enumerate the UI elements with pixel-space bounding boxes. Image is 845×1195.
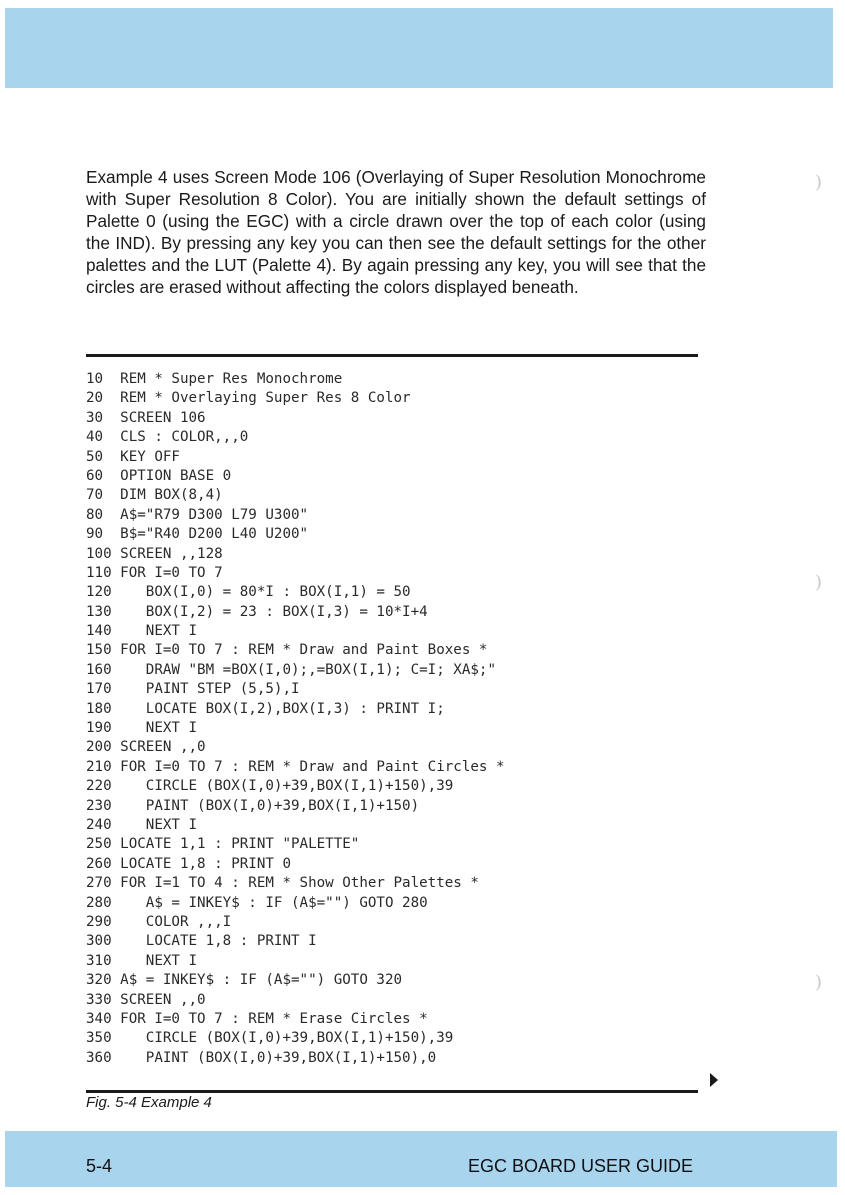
code-line: 290 COLOR ,,,I [86, 913, 232, 930]
margin-mark: ) [815, 572, 823, 593]
margin-mark: ) [815, 972, 823, 993]
code-line: 30 SCREEN 106 [86, 409, 206, 426]
code-line: 170 PAINT STEP (5,5),I [86, 681, 300, 698]
code-line: 110 FOR I=0 TO 7 [86, 564, 223, 581]
code-line: 160 DRAW "BM =BOX(I,0);,=BOX(I,1); C=I; XA$;" [86, 661, 496, 678]
code-line: 40 CLS : COLOR,,,0 [86, 429, 249, 446]
listing-bottom-rule [86, 1090, 698, 1093]
continue-arrow-icon [710, 1073, 718, 1087]
code-line: 250 LOCATE 1,1 : PRINT "PALETTE" [86, 836, 360, 853]
footer-band [5, 1131, 837, 1187]
intro-paragraph: Example 4 uses Screen Mode 106 (Overlaying of Super Resolution Monochrome with Super Resolution 8 Color). You are initially shown the default settings of Palette 0 (using the EGC) with a circle drawn over the top of each color (using the IND). By pressing any key you can then see the default settings for the other palettes and the LUT (Palette 4). By again pressing any key, you will see that the circles are erased without affecting the colors displayed beneath. [86, 167, 706, 297]
code-line: 330 SCREEN ,,0 [86, 991, 206, 1008]
code-line: 140 NEXT I [86, 623, 198, 640]
code-line: 270 FOR I=1 TO 4 : REM * Show Other Palettes * [86, 875, 479, 892]
code-line: 70 DIM BOX(8,4) [86, 487, 223, 504]
code-line: 60 OPTION BASE 0 [86, 467, 232, 484]
code-line: 10 REM * Super Res Monochrome [86, 371, 343, 387]
code-line: 280 A$ = INKEY$ : IF (A$="") GOTO 280 [86, 894, 428, 911]
code-line: 150 FOR I=0 TO 7 : REM * Draw and Paint Boxes * [86, 642, 488, 659]
page-number: 5-4 [86, 1156, 113, 1176]
margin-mark: ) [815, 172, 823, 193]
code-line: 130 BOX(I,2) = 23 : BOX(I,3) = 10*I+4 [86, 603, 428, 620]
code-line: 340 FOR I=0 TO 7 : REM * Erase Circles * [86, 1010, 428, 1027]
header-band [5, 8, 833, 88]
code-line: 50 KEY OFF [86, 448, 180, 465]
code-line: 220 CIRCLE (BOX(I,0)+39,BOX(I,1)+150),39 [86, 778, 454, 795]
code-line: 350 CIRCLE (BOX(I,0)+39,BOX(I,1)+150),39 [86, 1030, 454, 1047]
code-line: 180 LOCATE BOX(I,2),BOX(I,3) : PRINT I; [86, 700, 445, 717]
code-line: 90 B$="R40 D200 L40 U200" [86, 526, 309, 543]
code-line: 320 A$ = INKEY$ : IF (A$="") GOTO 320 [86, 972, 403, 989]
figure-caption: Fig. 5-4 Example 4 [86, 1094, 212, 1111]
code-line: 100 SCREEN ,,128 [86, 545, 223, 562]
code-line: 260 LOCATE 1,8 : PRINT 0 [86, 855, 291, 872]
code-line: 300 LOCATE 1,8 : PRINT I [86, 933, 317, 950]
code-line: 20 REM * Overlaying Super Res 8 Color [86, 390, 411, 407]
code-line: 360 PAINT (BOX(I,0)+39,BOX(I,1)+150),0 [86, 1049, 437, 1066]
code-line: 210 FOR I=0 TO 7 : REM * Draw and Paint Circles * [86, 758, 505, 775]
code-line: 200 SCREEN ,,0 [86, 739, 206, 756]
code-line: 230 PAINT (BOX(I,0)+39,BOX(I,1)+150) [86, 797, 420, 814]
code-line: 310 NEXT I [86, 952, 198, 969]
listing-top-rule [86, 354, 698, 357]
code-line: 240 NEXT I [86, 816, 198, 833]
code-line: 190 NEXT I [86, 720, 198, 737]
code-line: 120 BOX(I,0) = 80*I : BOX(I,1) = 50 [86, 584, 411, 601]
footer-title: EGC BOARD USER GUIDE [467, 1156, 693, 1176]
code-listing [86, 370, 706, 1068]
code-line: 80 A$="R79 D300 L79 U300" [86, 506, 309, 523]
